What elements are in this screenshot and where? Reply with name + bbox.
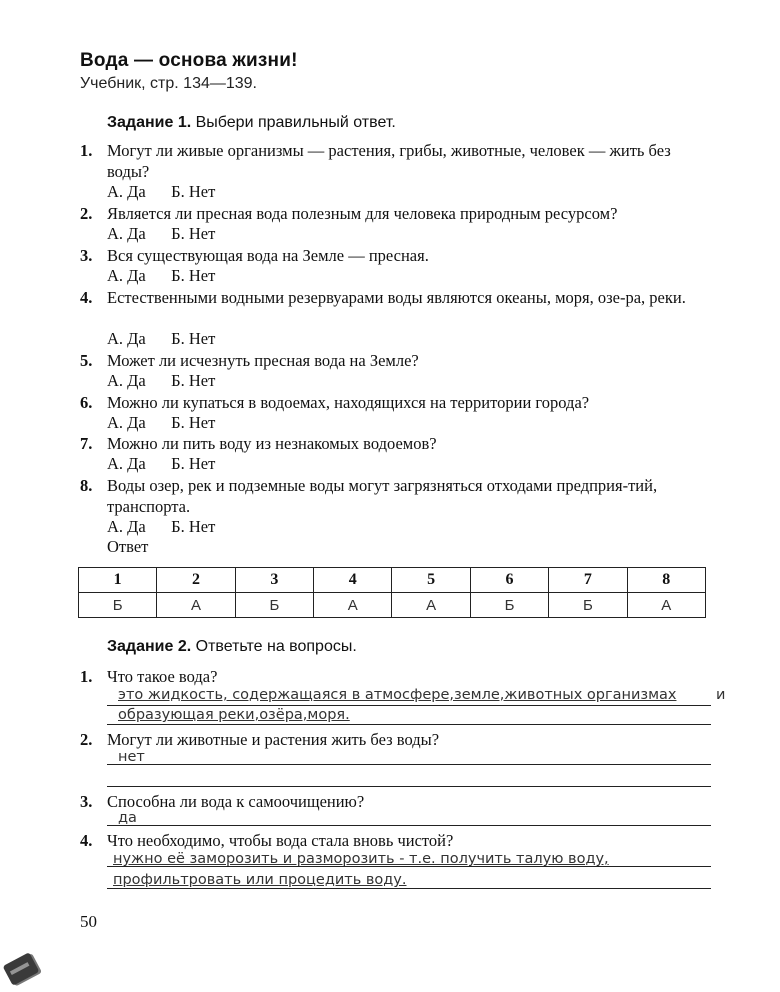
handwritten-answer: да <box>118 810 137 826</box>
header-cell: 5 <box>392 568 470 593</box>
answer-cell[interactable]: А <box>314 593 392 618</box>
task2-question-3: 3. Способна ли вода к самоочищению? <box>80 791 710 812</box>
option-b[interactable]: Б. Нет <box>171 329 216 348</box>
question-text: Что необходимо, чтобы вода стала вновь чистой? <box>107 831 454 850</box>
answer-table-header-row <box>79 568 706 593</box>
option-b[interactable]: Б. Нет <box>171 454 216 473</box>
question-text: Является ли пресная вода полезным для человека природным ресурсом? <box>107 204 618 223</box>
question-text: Вся существующая вода на Земле — пресная. <box>107 246 429 265</box>
task1-options-6 <box>107 413 215 433</box>
option-b[interactable]: Б. Нет <box>171 517 216 536</box>
answer-line[interactable] <box>107 705 711 706</box>
option-b[interactable]: Б. Нет <box>171 224 216 243</box>
task1-options-1 <box>107 182 215 202</box>
header-cell: 8 <box>627 568 705 593</box>
task1-question-2: 2. Является ли пресная вода полезным для человека природным ресурсом? <box>80 203 710 224</box>
question-text: Воды озер, рек и подземные воды могут загрязняться отходами предприя-тий, транспорта. <box>107 476 658 516</box>
option-b[interactable]: Б. Нет <box>171 371 216 390</box>
option-b[interactable]: Б. Нет <box>171 182 216 201</box>
header-cell: 7 <box>549 568 627 593</box>
task1-question-4: 4. Естественными водными резервуарами воды являются океаны, моря, озе-ра, реки. <box>80 287 710 308</box>
task1-question-3: 3. Вся существующая вода на Земле — пресная. <box>80 245 710 266</box>
task1-instruction: Выбери правильный ответ. <box>195 114 396 131</box>
option-a[interactable]: А. Да <box>107 371 146 390</box>
header-cell: 2 <box>157 568 235 593</box>
task1-heading <box>107 114 396 132</box>
task1-question-6: 6. Можно ли купаться в водоемах, находящихся на территории города? <box>80 392 710 413</box>
task1-options-7 <box>107 454 215 474</box>
task1-options-4 <box>107 329 215 349</box>
question-text: Способна ли вода к самоочищению? <box>107 792 365 811</box>
option-b[interactable]: Б. Нет <box>171 413 216 432</box>
handwritten-answer: нужно её заморозить и разморозить - т.е. получить талую воду, <box>113 851 609 867</box>
answer-table <box>78 567 706 618</box>
task2-question-4: 4. Что необходимо, чтобы вода стала вновь чистой? <box>80 830 710 851</box>
answer-line[interactable] <box>107 866 711 867</box>
option-a[interactable]: А. Да <box>107 454 146 473</box>
header-cell: 6 <box>470 568 548 593</box>
handwritten-answer: образующая реки,озёра,моря. <box>118 707 350 723</box>
task1-label: Задание 1. <box>107 114 192 131</box>
answer-line[interactable] <box>107 825 711 826</box>
answer-table-values-row <box>79 593 706 618</box>
answer-cell[interactable]: А <box>392 593 470 618</box>
task2-instruction: Ответьте на вопросы. <box>195 638 357 655</box>
option-a[interactable]: А. Да <box>107 517 146 536</box>
question-text: Могут ли живые организмы — растения, грибы, животные, человек — жить без воды? <box>107 141 671 181</box>
option-a[interactable]: А. Да <box>107 182 146 201</box>
answer-cell[interactable]: А <box>157 593 235 618</box>
answer-line[interactable] <box>107 764 711 765</box>
task2-label: Задание 2. <box>107 638 192 655</box>
task2-question-2: 2. Могут ли животные и растения жить без воды? <box>80 729 710 750</box>
task1-question-1: 1. Могут ли живые организмы — растения, грибы, животные, человек — жить без воды? <box>80 140 710 182</box>
answer-line[interactable] <box>107 888 711 889</box>
page-title: Вода — основа жизни! <box>80 50 298 71</box>
question-text: Что такое вода? <box>107 667 218 686</box>
answer-label: Ответ <box>107 537 149 556</box>
question-text: Можно ли купаться в водоемах, находящихся на территории города? <box>107 393 590 412</box>
option-a[interactable]: А. Да <box>107 413 146 432</box>
question-text: Может ли исчезнуть пресная вода на Земле? <box>107 351 419 370</box>
header-cell: 3 <box>235 568 313 593</box>
answer-cell[interactable]: Б <box>79 593 157 618</box>
task1-question-8: 8. Воды озер, рек и подземные воды могут загрязняться отходами предприя-тий, транспорта. <box>80 475 710 517</box>
task1-options-3 <box>107 266 215 286</box>
task2-heading <box>107 638 357 656</box>
answer-cell[interactable]: Б <box>470 593 548 618</box>
header-cell: 1 <box>79 568 157 593</box>
answer-cell[interactable]: Б <box>549 593 627 618</box>
handwritten-answer-continuation: и <box>716 687 726 703</box>
answer-line[interactable] <box>107 786 711 787</box>
task1-options-8 <box>107 517 215 537</box>
option-a[interactable]: А. Да <box>107 266 146 285</box>
task2-question-1: 1. Что такое вода? <box>80 666 710 687</box>
publisher-logo-icon <box>3 952 40 986</box>
task1-question-7: 7. Можно ли пить воду из незнакомых водоемов? <box>80 433 710 454</box>
question-text: Могут ли животные и растения жить без воды? <box>107 730 440 749</box>
answer-cell[interactable]: Б <box>235 593 313 618</box>
option-a[interactable]: А. Да <box>107 224 146 243</box>
option-a[interactable]: А. Да <box>107 329 146 348</box>
header-cell: 4 <box>314 568 392 593</box>
handwritten-answer: нет <box>118 749 145 765</box>
task1-question-5: 5. Может ли исчезнуть пресная вода на Земле? <box>80 350 710 371</box>
question-text: Можно ли пить воду из незнакомых водоемов? <box>107 434 437 453</box>
question-text: Естественными водными резервуарами воды являются океаны, моря, озе-ра, реки. <box>107 288 686 307</box>
handwritten-answer: профильтровать или процедить воду. <box>113 872 407 888</box>
task1-options-5 <box>107 371 215 391</box>
answer-line[interactable] <box>107 724 711 725</box>
answer-cell[interactable]: А <box>627 593 705 618</box>
task1-options-2 <box>107 224 215 244</box>
handwritten-answer: это жидкость, содержащаяся в атмосфере,земле,животных организмах <box>118 687 677 703</box>
textbook-reference: Учебник, стр. 134—139. <box>80 75 257 92</box>
option-b[interactable]: Б. Нет <box>171 266 216 285</box>
page-number: 50 <box>80 912 97 931</box>
